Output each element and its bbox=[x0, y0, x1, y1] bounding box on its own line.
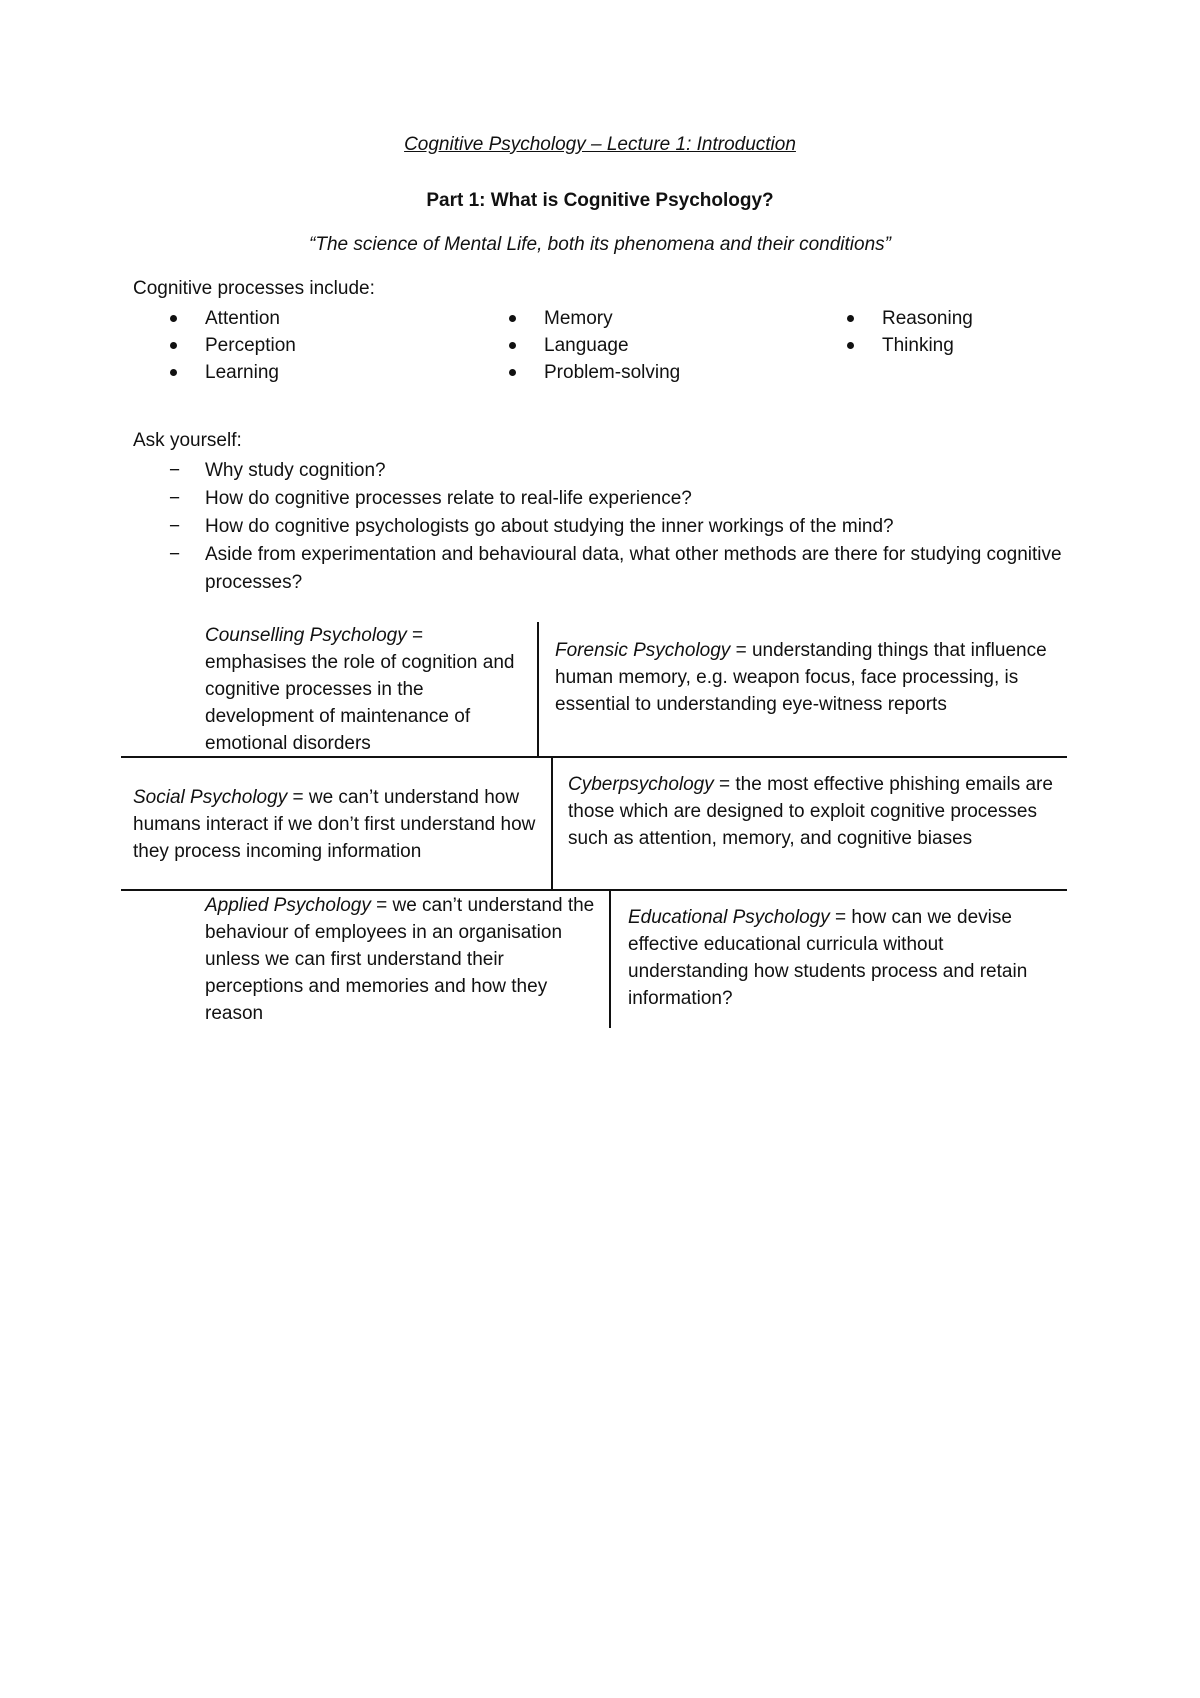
process-list-col-2 bbox=[472, 305, 680, 386]
bullet-icon bbox=[810, 305, 882, 332]
dash-icon: − bbox=[169, 488, 181, 509]
list-item: Reasoning bbox=[810, 305, 973, 332]
field-name: Forensic Psychology bbox=[555, 640, 731, 661]
field-description: = how can we devise effective educational curricula without understanding how students process and retain information? bbox=[628, 907, 1028, 1009]
field-description: = the most effective phishing emails are those which are designed to exploit cognitive processes such as attention, memory, and cognitive biases bbox=[568, 774, 1053, 849]
grid-divider-horizontal bbox=[121, 889, 1067, 891]
field-applied bbox=[205, 892, 595, 1027]
bullet-icon bbox=[472, 332, 544, 359]
process-list-col-3 bbox=[810, 305, 973, 359]
grid-divider-vertical bbox=[609, 890, 611, 1028]
list-item: − Aside from experimentation and behavioural data, what other methods are there for studying cognitive processes? bbox=[133, 541, 1073, 597]
list-item: − Why study cognition? bbox=[133, 457, 1073, 485]
field-description: = understanding things that influence human memory, e.g. weapon focus, face processing, is essential to understanding eye-witness reports bbox=[555, 640, 1047, 715]
field-name: Social Psychology bbox=[133, 787, 288, 808]
document-title: Cognitive Psychology – Lecture 1: Introduction bbox=[404, 134, 796, 155]
bullet-icon bbox=[133, 359, 205, 386]
processes-intro: Cognitive processes include: bbox=[133, 278, 375, 299]
bullet-icon bbox=[810, 332, 882, 359]
field-social bbox=[133, 784, 543, 865]
list-item: Attention bbox=[133, 305, 296, 332]
list-item: Perception bbox=[133, 332, 296, 359]
part-heading: Part 1: What is Cognitive Psychology? bbox=[426, 190, 774, 211]
list-item: − How do cognitive psychologists go about studying the inner workings of the mind? bbox=[133, 513, 1073, 541]
list-item: Learning bbox=[133, 359, 296, 386]
question-list bbox=[133, 457, 1073, 597]
bullet-icon bbox=[133, 305, 205, 332]
grid-divider-vertical bbox=[551, 757, 553, 889]
definition-quote: “The science of Mental Life, both its phenomena and their conditions” bbox=[309, 234, 891, 255]
dash-icon: − bbox=[169, 460, 181, 481]
field-name: Applied Psychology bbox=[205, 895, 371, 916]
grid-divider-vertical bbox=[537, 622, 539, 757]
dash-icon: − bbox=[169, 516, 181, 537]
field-description: = we can’t understand how humans interact if we don’t first understand how they process incoming information bbox=[133, 787, 536, 862]
field-educational bbox=[628, 904, 1048, 1012]
bullet-icon bbox=[472, 305, 544, 332]
dash-icon: − bbox=[169, 544, 181, 565]
list-item: Problem-solving bbox=[472, 359, 680, 386]
bullet-icon bbox=[133, 332, 205, 359]
ask-heading: Ask yourself: bbox=[133, 430, 242, 451]
list-item: Thinking bbox=[810, 332, 973, 359]
field-description: = emphasises the role of cognition and cognitive processes in the development of maintenance of emotional disorders bbox=[205, 625, 515, 754]
field-cyber bbox=[568, 771, 1063, 852]
process-list-col-1 bbox=[133, 305, 296, 386]
bullet-icon bbox=[472, 359, 544, 386]
field-name: Counselling Psychology bbox=[205, 625, 407, 646]
field-counselling bbox=[205, 622, 525, 757]
list-item: Memory bbox=[472, 305, 680, 332]
field-name: Educational Psychology bbox=[628, 907, 830, 928]
field-description: = we can’t understand the behaviour of employees in an organisation unless we can first understand their perceptions and memories and how they reason bbox=[205, 895, 595, 1024]
list-item: − How do cognitive processes relate to real-life experience? bbox=[133, 485, 1073, 513]
field-name: Cyberpsychology bbox=[568, 774, 714, 795]
list-item: Language bbox=[472, 332, 680, 359]
field-forensic bbox=[555, 637, 1060, 718]
